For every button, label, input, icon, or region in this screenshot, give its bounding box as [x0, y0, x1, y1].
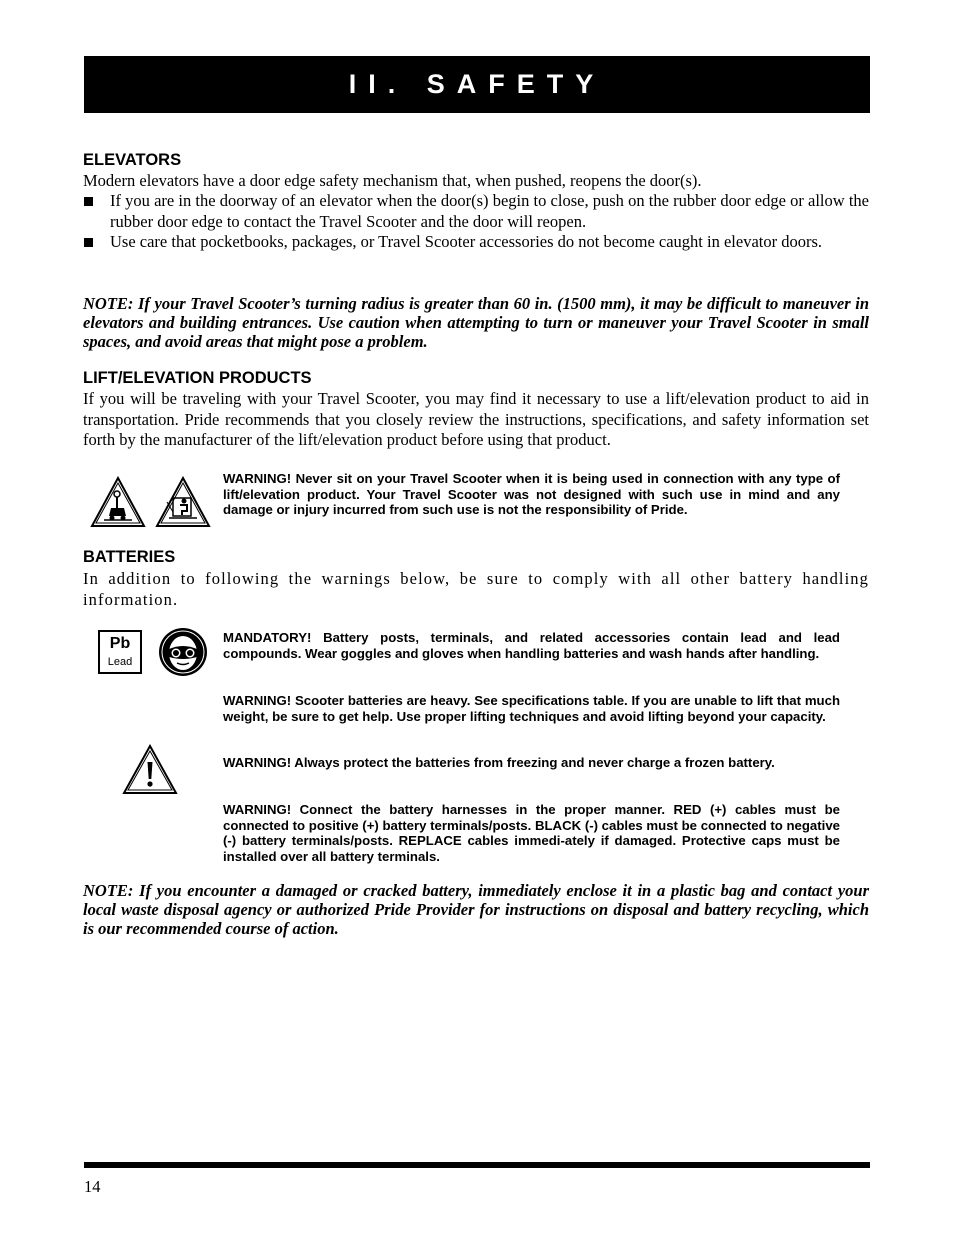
lead-label: Lead: [107, 656, 133, 668]
warning-exclamation-icon: [122, 744, 178, 795]
bullet-text: If you are in the doorway of an elevator when the door(s) begin to close, push on the rubber door edge or allow the rubber door edge to contact the Travel Scooter and the door will reopen.: [110, 191, 869, 231]
lift-warning-text: WARNING! Never sit on your Travel Scooter when it is being used in connection with any type of lift/elevation product. Your Travel Scooter was not designed with such use in mind and any damage or injury incurred from such use is not the responsibility of Pride.: [223, 471, 840, 518]
mandatory-lead-text: MANDATORY! Battery posts, terminals, and related accessories contain lead and lead compounds. Wear goggles and gloves when handling batteries and wash hands after handling.: [223, 630, 840, 661]
batteries-heading: BATTERIES: [83, 548, 176, 566]
battery-weight-warning: WARNING! Scooter batteries are heavy. See specifications table. If you are unable to lift that much weight, be sure to get help. Use proper lifting techniques and avoid lifting beyond your capacity.: [223, 693, 840, 724]
seated-lift-warning-icon: [155, 476, 211, 528]
page-number: 14: [84, 1177, 101, 1196]
lead-hazard-icon: [98, 630, 142, 674]
square-bullet-icon: [84, 197, 93, 206]
lead-symbol: Pb: [109, 635, 131, 652]
footer-rule: [84, 1162, 870, 1168]
elevators-heading: ELEVATORS: [83, 151, 182, 169]
batteries-note: NOTE: If you encounter a damaged or cracked battery, immediately enclose it in a plastic bag and contact your local waste disposal agency or authorized Pride Provider for instructions on disposal and battery recycling, which is our recommended course of action.: [83, 881, 869, 938]
goggles-required-icon: [158, 627, 208, 677]
section-title: II. SAFETY: [348, 69, 606, 99]
elevators-intro: Modern elevators have a door edge safety mechanism that, when pushed, reopens the door(s).: [83, 171, 702, 190]
elevators-note: NOTE: If your Travel Scooter’s turning radius is greater than 60 in. (1500 mm), it may be difficult to maneuver in elevators and building entrances. Use caution when attempting to turn or maneuver your Travel Scooter in small spaces, and avoid areas that might pose a problem.: [83, 294, 869, 351]
lift-body: If you will be traveling with your Travel Scooter, you may find it necessary to use a lift/elevation product to aid in transportation. Pride recommends that you closely review the instructions, specifications, and safety information set forth by the manufacturer of the lift/elevation product before using that product.: [83, 389, 869, 449]
battery-harness-warning: WARNING! Connect the battery harnesses in the proper manner. RED (+) cables must be connected to positive (+) battery terminals/posts. BLACK (-) cables must be connected to negative (-) battery terminals/posts. REPLACE cables immedi-ately if damaged. Protective caps must be installed over all battery terminals.: [223, 802, 840, 864]
batteries-intro: In addition to following the warnings below, be sure to comply with all other battery handling information.: [83, 569, 869, 609]
list-item: [83, 191, 869, 232]
section-banner: [84, 56, 870, 113]
battery-freezing-warning: WARNING! Always protect the batteries from freezing and never charge a frozen battery.: [223, 755, 775, 770]
scooter-on-lift-warning-icon: [90, 476, 146, 528]
bullet-text: Use care that pocketbooks, packages, or Travel Scooter accessories do not become caught in elevator doors.: [110, 232, 823, 251]
list-item: [83, 232, 869, 253]
square-bullet-icon: [84, 238, 93, 247]
lift-heading: LIFT/ELEVATION PRODUCTS: [83, 369, 312, 387]
